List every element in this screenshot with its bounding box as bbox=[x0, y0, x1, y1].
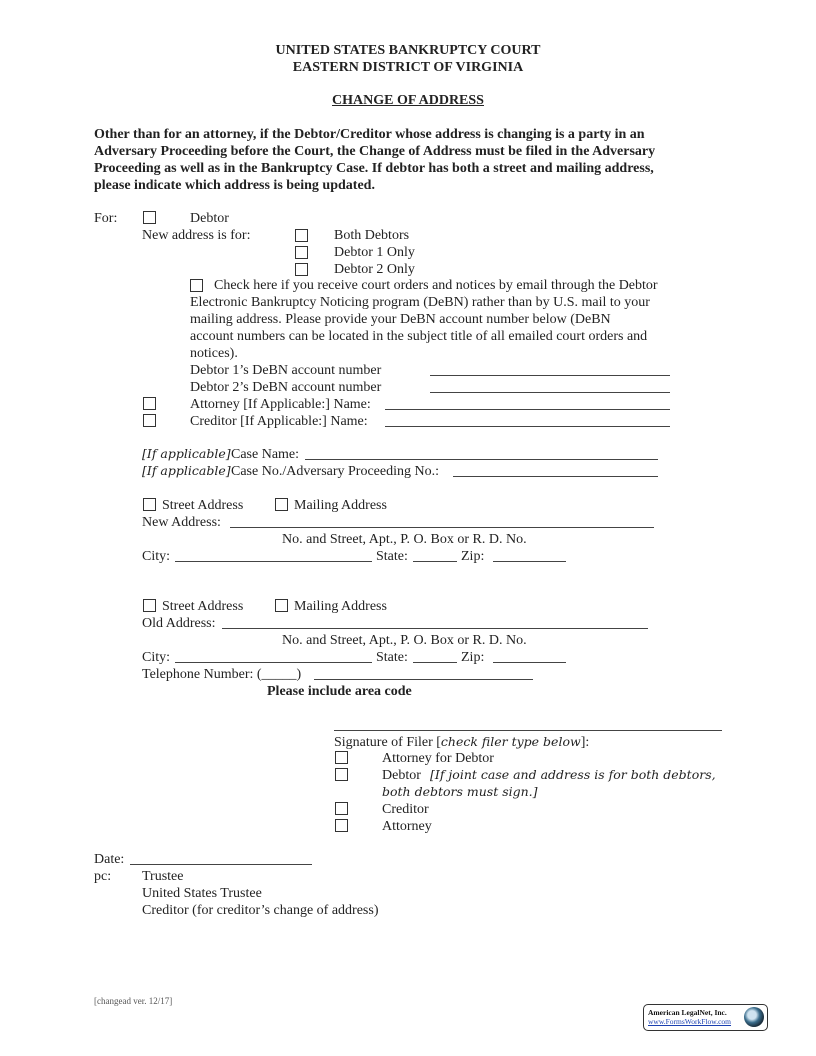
debn-text-line-5: notices). bbox=[190, 346, 238, 361]
pc-item-creditor: Creditor (for creditor’s change of address) bbox=[142, 903, 379, 918]
district-name: EASTERN DISTRICT OF VIRGINIA bbox=[292, 60, 524, 75]
intro-line-3: Proceeding as well as in the Bankruptcy Case. If debtor has both a street and mailing address, bbox=[94, 161, 654, 176]
new-address-hint: No. and Street, Apt., P. O. Box or R. D. No. bbox=[282, 532, 527, 547]
creditor-name-label: Creditor [If Applicable:] Name: bbox=[190, 414, 368, 429]
new-state-field[interactable] bbox=[413, 561, 457, 562]
debn-text-line-1: Check here if you receive court orders and notices by email through the Debtor bbox=[214, 278, 658, 293]
attorney-for-debtor-label: Attorney for Debtor bbox=[382, 751, 494, 766]
signature-line[interactable] bbox=[334, 730, 722, 731]
old-mailing-address-checkbox[interactable] bbox=[275, 599, 288, 612]
attorney-checkbox[interactable] bbox=[143, 397, 156, 410]
debtor2-only-label: Debtor 2 Only bbox=[334, 262, 415, 277]
debn-text-line-2: Electronic Bankruptcy Noticing program (DeBN) rather than by U.S. mail to your bbox=[190, 295, 650, 310]
signature-label-suffix: ]: bbox=[580, 735, 590, 750]
old-city-label: City: bbox=[142, 650, 171, 665]
old-street-address-label: Street Address bbox=[162, 599, 244, 614]
new-address-for-label: New address is for: bbox=[142, 228, 251, 243]
globe-icon bbox=[744, 1007, 764, 1027]
intro-line-2: Adversary Proceeding before the Court, the Change of Address must be filed in the Adversary bbox=[94, 144, 656, 159]
case-name-label: Case Name: bbox=[231, 447, 300, 462]
signer-debtor-label: Debtor bbox=[382, 768, 421, 783]
new-address-field[interactable] bbox=[230, 527, 654, 528]
old-zip-field[interactable] bbox=[493, 662, 566, 663]
attorney-name-label: Attorney [If Applicable:] Name: bbox=[190, 397, 371, 412]
for-label: For: bbox=[94, 211, 118, 226]
area-code-note: Please include area code bbox=[267, 684, 412, 699]
debtor-label: Debtor bbox=[190, 211, 229, 226]
telephone-field[interactable] bbox=[314, 679, 533, 680]
debtor2-debn-field[interactable] bbox=[430, 392, 670, 393]
date-field[interactable] bbox=[130, 864, 312, 865]
debn-checkbox[interactable] bbox=[190, 279, 203, 292]
debtor2-only-checkbox[interactable] bbox=[295, 263, 308, 276]
new-address-label: New Address: bbox=[142, 515, 221, 530]
attorney-name-field[interactable] bbox=[385, 409, 670, 410]
debn-text-line-4: account numbers can be located in the subject title of all emailed court orders and bbox=[190, 329, 648, 344]
old-street-address-checkbox[interactable] bbox=[143, 599, 156, 612]
signer-creditor-checkbox[interactable] bbox=[335, 802, 348, 815]
old-address-field[interactable] bbox=[222, 628, 648, 629]
signature-label-italic: check filer type below bbox=[440, 734, 581, 749]
debtor-checkbox[interactable] bbox=[143, 211, 156, 224]
if-applicable-note-2: [If applicable] bbox=[142, 463, 231, 478]
joint-case-note: [If joint case and address is for both debtors, bbox=[430, 767, 716, 782]
new-street-address-checkbox[interactable] bbox=[143, 498, 156, 511]
date-label: Date: bbox=[94, 852, 125, 867]
old-zip-label: Zip: bbox=[461, 650, 485, 665]
logo-company: American LegalNet, Inc. bbox=[648, 1008, 727, 1017]
pc-item-us-trustee: United States Trustee bbox=[142, 886, 262, 901]
version-tag: [changead ver. 12/17] bbox=[94, 996, 173, 1006]
old-state-label: State: bbox=[376, 650, 408, 665]
both-debtors-checkbox[interactable] bbox=[295, 229, 308, 242]
signer-debtor-checkbox[interactable] bbox=[335, 768, 348, 781]
court-name: UNITED STATES BANKRUPTCY COURT bbox=[275, 43, 541, 58]
joint-case-note-2: both debtors must sign.] bbox=[382, 784, 538, 799]
new-zip-label: Zip: bbox=[461, 549, 485, 564]
old-address-label: Old Address: bbox=[142, 616, 216, 631]
new-mailing-address-label: Mailing Address bbox=[294, 498, 387, 513]
legalnet-logo[interactable] bbox=[643, 1004, 768, 1031]
intro-line-1: Other than for an attorney, if the Debtor/Creditor whose address is changing is a party in an bbox=[94, 127, 645, 142]
old-city-field[interactable] bbox=[175, 662, 372, 663]
debtor2-debn-label: Debtor 2’s DeBN account number bbox=[190, 380, 382, 395]
title-text: CHANGE OF ADDRESS bbox=[332, 93, 484, 108]
debtor1-debn-field[interactable] bbox=[430, 375, 670, 376]
intro-line-4: please indicate which address is being updated. bbox=[94, 178, 375, 193]
debtor1-only-label: Debtor 1 Only bbox=[334, 245, 415, 260]
signature-label-prefix: Signature of Filer [ bbox=[334, 735, 441, 750]
creditor-checkbox[interactable] bbox=[143, 414, 156, 427]
pc-item-trustee: Trustee bbox=[142, 869, 184, 884]
signer-creditor-label: Creditor bbox=[382, 802, 429, 817]
attorney-for-debtor-checkbox[interactable] bbox=[335, 751, 348, 764]
case-no-label: Case No./Adversary Proceeding No.: bbox=[231, 464, 440, 479]
case-no-field[interactable] bbox=[453, 476, 658, 477]
old-address-hint: No. and Street, Apt., P. O. Box or R. D. No. bbox=[282, 633, 527, 648]
case-name-field[interactable] bbox=[305, 459, 658, 460]
new-city-label: City: bbox=[142, 549, 171, 564]
new-street-address-label: Street Address bbox=[162, 498, 244, 513]
pc-label: pc: bbox=[94, 869, 112, 884]
debtor1-debn-label: Debtor 1’s DeBN account number bbox=[190, 363, 382, 378]
signer-attorney-label: Attorney bbox=[382, 819, 432, 834]
new-zip-field[interactable] bbox=[493, 561, 566, 562]
signer-attorney-checkbox[interactable] bbox=[335, 819, 348, 832]
debtor1-only-checkbox[interactable] bbox=[295, 246, 308, 259]
creditor-name-field[interactable] bbox=[385, 426, 670, 427]
logo-url[interactable]: www.FormsWorkFlow.com bbox=[648, 1017, 732, 1026]
signature-label bbox=[334, 733, 589, 751]
new-mailing-address-checkbox[interactable] bbox=[275, 498, 288, 511]
both-debtors-label: Both Debtors bbox=[334, 228, 410, 243]
page-title bbox=[0, 92, 816, 109]
if-applicable-note-1: [If applicable] bbox=[142, 446, 231, 461]
old-state-field[interactable] bbox=[413, 662, 457, 663]
new-city-field[interactable] bbox=[175, 561, 372, 562]
telephone-label: Telephone Number: (_____) bbox=[142, 667, 302, 682]
debn-text-line-3: mailing address. Please provide your DeBN account number below (DeBN bbox=[190, 312, 611, 327]
new-state-label: State: bbox=[376, 549, 408, 564]
old-mailing-address-label: Mailing Address bbox=[294, 599, 387, 614]
